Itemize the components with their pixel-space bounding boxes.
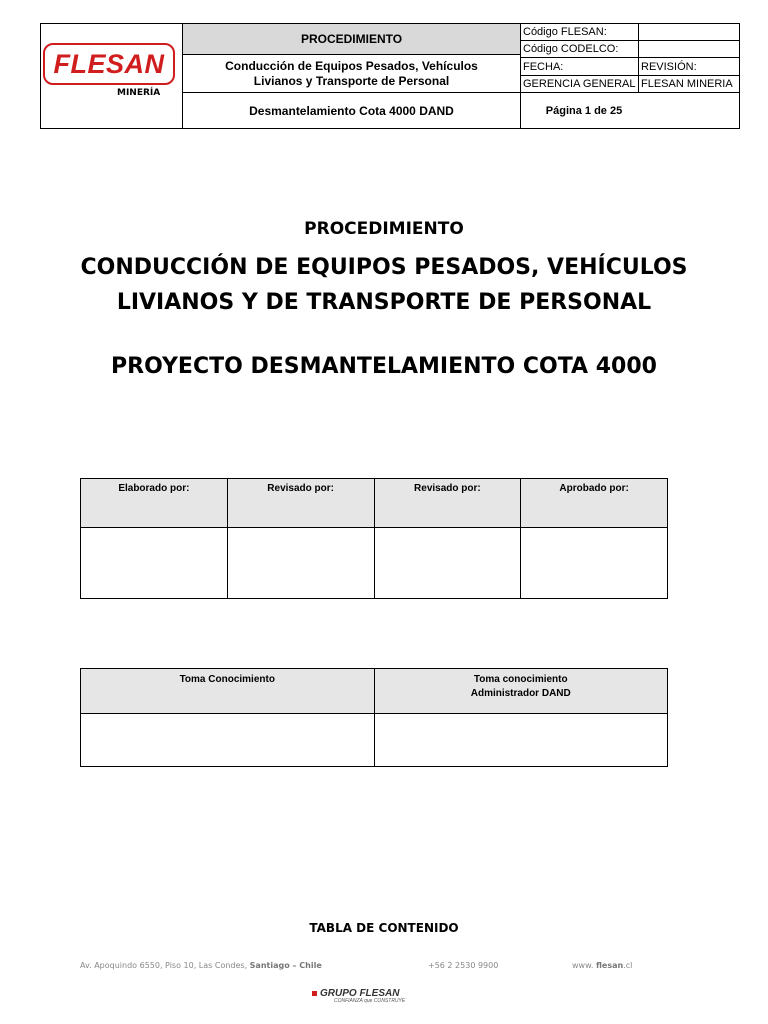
logo-cell	[41, 24, 183, 128]
gerencia-value: FLESAN MINERIA	[639, 76, 739, 93]
codigo-flesan-value	[639, 24, 739, 41]
acknowledge-header-right	[374, 669, 668, 714]
toc-title: TABLA DE CONTENIDO	[309, 921, 459, 935]
codigo-codelco-value	[639, 41, 739, 58]
footer-web-domain: flesan	[595, 961, 624, 970]
header-project: Desmantelamiento Cota 4000 DAND	[183, 93, 521, 128]
acknowledge-header-right-line2: Administrador DAND	[470, 688, 571, 699]
fecha-label: FECHA:	[521, 58, 639, 76]
footer-phone: +56 2 2530 9900	[428, 961, 499, 970]
page-number: Página 1 de 25	[545, 104, 623, 117]
header-doc-title-line2: Livianos y Transporte de Personal	[253, 73, 450, 88]
approval-header-revisado-1: Revisado por:	[227, 479, 374, 528]
doc-main-title	[0, 250, 768, 320]
footer-address	[80, 961, 322, 970]
footer-address-city: Santiago – Chile	[249, 961, 322, 970]
brand-mark-icon	[312, 991, 317, 996]
acknowledge-header-right-line1: Toma conocimiento	[473, 674, 568, 685]
logo-subtitle: MINERÍA	[117, 88, 161, 98]
approval-signature-cell	[374, 528, 521, 599]
footer-address-street: Av. Apoquindo 6550, Piso 10, Las Condes,	[80, 961, 250, 970]
approval-header-revisado-2: Revisado por:	[374, 479, 521, 528]
doc-main-title-line1: CONDUCCIÓN DE EQUIPOS PESADOS, VEHÍCULOS	[80, 255, 688, 280]
gerencia-label: GERENCIA GENERAL	[521, 76, 639, 93]
project-title: PROYECTO DESMANTELAMIENTO COTA 4000	[111, 354, 657, 379]
flesan-logo	[43, 43, 175, 85]
acknowledge-table	[80, 668, 668, 767]
codigo-codelco-label: Código CODELCO:	[521, 41, 639, 58]
document-header	[40, 23, 740, 129]
codigo-flesan-label: Código FLESAN:	[521, 24, 639, 41]
approval-signature-cell	[227, 528, 374, 599]
grupo-flesan-tagline: CONFIANZA que CONSTRUYE	[334, 998, 406, 1004]
acknowledge-signature-cell	[81, 714, 375, 767]
doc-type-title: PROCEDIMIENTO	[304, 219, 464, 239]
revision-label: REVISIÓN:	[639, 58, 739, 76]
doc-main-title-line2: LIVIANOS Y DE TRANSPORTE DE PERSONAL	[116, 290, 652, 315]
acknowledge-signature-cell	[374, 714, 668, 767]
footer-web-suffix: .cl	[623, 961, 633, 970]
acknowledge-header-left: Toma Conocimiento	[81, 669, 375, 714]
approval-header-elaborado: Elaborado por:	[81, 479, 228, 528]
header-doc-type: PROCEDIMIENTO	[183, 24, 521, 55]
logo-text: FLESAN	[53, 48, 165, 79]
approval-table	[80, 478, 668, 599]
header-doc-title-line1: Conducción de Equipos Pesados, Vehículos	[225, 58, 478, 73]
approval-header-aprobado: Aprobado por:	[521, 479, 668, 528]
grupo-flesan-brand-text: GRUPO FLESAN	[320, 988, 400, 999]
header-doc-title	[183, 55, 521, 93]
footer-website	[572, 961, 632, 970]
approval-signature-cell	[521, 528, 668, 599]
approval-signature-cell	[81, 528, 228, 599]
grupo-flesan-logo	[312, 988, 412, 1004]
footer-web-prefix: www.	[572, 961, 596, 970]
